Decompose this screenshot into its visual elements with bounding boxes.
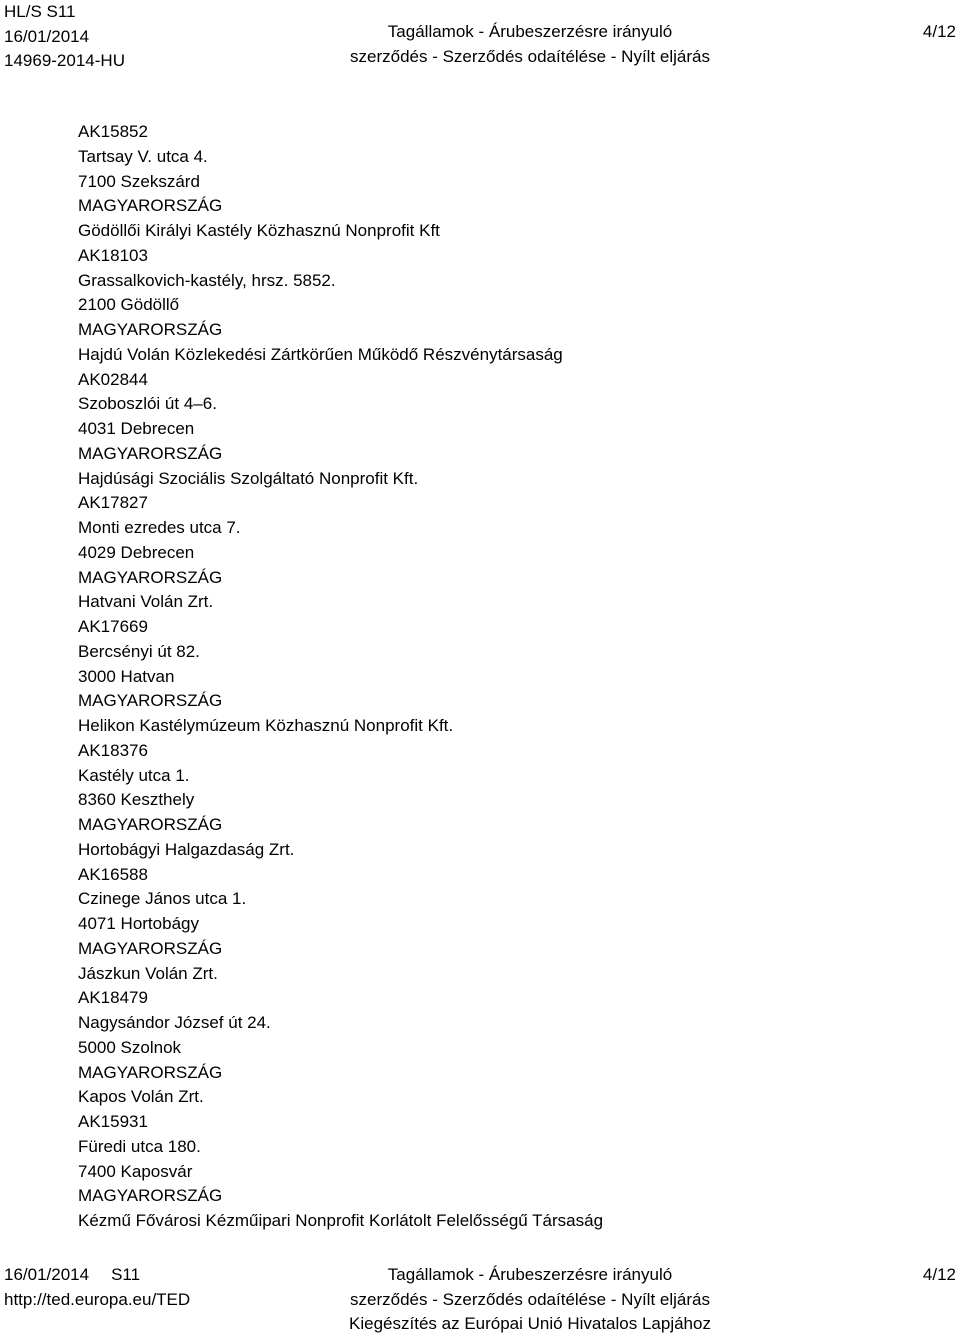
text-line: MAGYARORSZÁG [78,196,223,216]
text-line: 7400 Kaposvár [78,1161,193,1181]
header-ref: 14969-2014-HU [4,51,125,71]
text-line: 5000 Szolnok [78,1037,182,1057]
header-left [4,0,125,74]
text-line: MAGYARORSZÁG [78,320,223,339]
document-body [78,120,603,1234]
footer-left [4,1263,190,1312]
footer-page: 4/12 [922,1265,956,1284]
text-line: Bercsényi út 82. [78,641,200,661]
footer-code: S11 [111,1265,141,1284]
text-line: Kastély utca 1. [78,765,190,785]
text-line: Tartsay V. utca 4. [78,146,208,166]
doc-code: HL/S S11 [4,2,76,21]
header-title [340,20,720,69]
text-line: Gödöllői Királyi Kastély Közhasznú Nonprofit Kft [78,221,440,240]
text-line: AK15931 [78,1112,148,1131]
text-line: MAGYARORSZÁG [78,567,223,587]
text-line: AK15852 [78,122,148,141]
header-page: 4/12 [922,22,956,41]
text-line: MAGYARORSZÁG [78,443,223,463]
text-line: Kapos Volán Zrt. [78,1087,204,1107]
footer-title-line1: Tagállamok - Árubeszerzésre irányuló [387,1265,673,1284]
text-line: Helikon Kastélymúzeum Közhasznú Nonprofit Kft. [78,716,454,735]
text-line: Czinege János utca 1. [78,889,247,909]
footer-title-line2: szerződés - Szerződés odaítélése - Nyílt eljárás [350,1289,710,1309]
text-line: Grassalkovich-kastély, hrsz. 5852. [78,270,336,290]
text-line: 4029 Debrecen [78,542,195,562]
text-line: AK18479 [78,988,148,1008]
text-line: AK02844 [78,369,148,389]
text-line: Hortobágyi Halgazdaság Zrt. [78,839,295,859]
header-date: 16/01/2014 [4,26,90,46]
text-line: Füredi utca 180. [78,1136,201,1156]
header-title-line2: szerződés - Szerződés odaítélése - Nyílt eljárás [350,46,710,66]
text-line: MAGYARORSZÁG [78,1186,223,1206]
text-line: 2100 Gödöllő [78,295,180,315]
text-line: Jászkun Volán Zrt. [78,963,218,983]
text-line: 8360 Keszthely [78,790,195,810]
text-line: 7100 Szekszárd [78,171,200,191]
text-line: 3000 Hatvan [78,666,175,686]
text-line: Szoboszlói út 4–6. [78,394,217,414]
text-line: MAGYARORSZÁG [78,691,223,711]
text-line: Kézmű Fővárosi Kézműipari Nonprofit Korlátolt Felelősségű Társaság [78,1211,604,1230]
text-line: AK17827 [78,493,148,513]
text-line: AK18103 [78,245,148,265]
header-title-line1: Tagállamok - Árubeszerzésre irányuló [387,22,673,41]
text-line: MAGYARORSZÁG [78,1062,223,1082]
footer-title [340,1263,720,1337]
text-line: Hajdúsági Szociális Szolgáltató Nonprofit Kft. [78,468,419,488]
text-line: Monti ezredes utca 7. [78,518,241,537]
text-line: MAGYARORSZÁG [78,938,223,958]
text-line: MAGYARORSZÁG [78,815,223,834]
text-line: 4031 Debrecen [78,419,195,438]
text-line: Hatvani Volán Zrt. [78,592,214,612]
text-line: Hajdú Volán Közlekedési Zártkörűen Működő Részvénytársaság [78,344,563,364]
text-line: 4071 Hortobágy [78,914,199,933]
text-line: Nagysándor József út 24. [78,1013,271,1032]
text-line: AK18376 [78,740,148,760]
text-line: AK17669 [78,617,148,636]
footer-date: 16/01/2014 [4,1265,90,1284]
footer-title-line3: Kiegészítés az Európai Unió Hivatalos Lapjához [349,1314,711,1334]
footer-url[interactable]: http://ted.europa.eu/TED [4,1289,191,1309]
text-line: AK16588 [78,864,148,884]
